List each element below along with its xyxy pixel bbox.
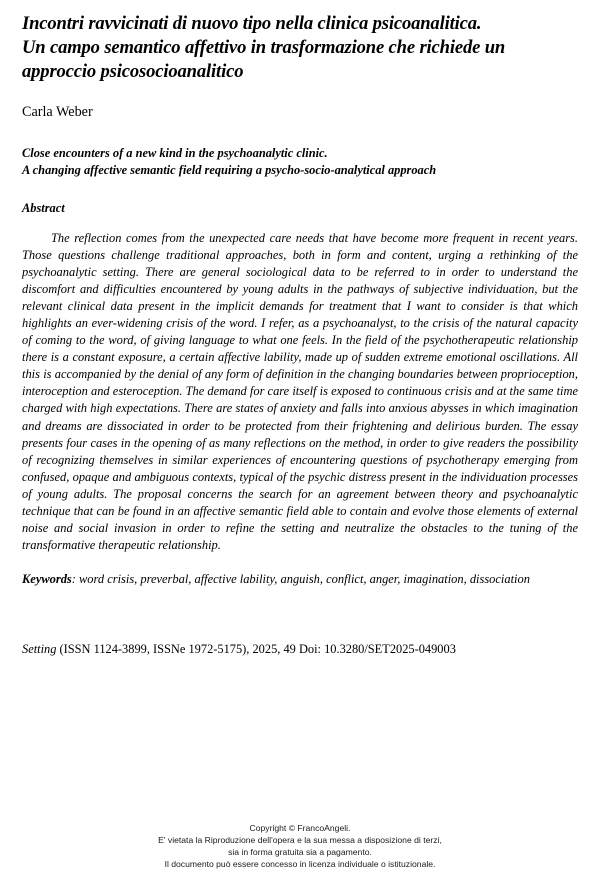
copyright-footer xyxy=(0,822,600,870)
subtitle-line-1: Close encounters of a new kind in the psychoanalytic clinic. xyxy=(22,146,328,160)
abstract-heading: Abstract xyxy=(22,201,65,215)
document-content xyxy=(22,0,578,658)
keywords-section xyxy=(22,571,578,588)
subtitle-line-2: A changing affective semantic field requiring a psycho-socio-analytical approach xyxy=(22,163,437,177)
journal-name: Setting xyxy=(22,641,57,656)
footer-line-1: Copyright © FrancoAngeli. xyxy=(249,823,351,833)
journal-citation xyxy=(22,641,578,658)
abstract-body: The reflection comes from the unexpected care needs that have become more frequent in recent years. Those questions challenge traditional approaches, both in form and content, urging a rethinking of the psychoanalytic setting. There are general sociological data to be referred to in order to understand the discomfort and difficulties encountered by young adults in the pathways of subjective individuation, but the relevant clinical data present in the implicit demands for treatment that I want to consider is that which highlights an ever-widening crisis of the word. I refer, as a psychoanalyst, to the crisis of the natural capacity of coming to the word, of giving language to what one feels. In the field of the psychotherapeutic relationship there is a constant exposure, a certain affective lability, made up of sudden extreme emotional oscillations. All this is accompanied by the denial of any form of definition in the changing boundaries between proprioception, interoception and esteroception. The demand for care itself is exposed to continuous crisis and at the same time charged with high expectations. There are states of anxiety and falls into anxious abysses in which imagination and dreams are dissociated in order to be protected from their frightening and delirious burden. The essay presents four cases in the opening of as many reflections on the method, in order to give readers the possibility of recognizing themselves in similar experiences of encountering questions of psychotherapy emerging from confused, opaque and ambiguous contexts, typical of the psychic distress present in the individuation processes of young adults. The proposal concerns the search for an agreement between theory and psychoanalytic technique that can be found in an affective semantic field able to contain and evolve those elements of external noise and social invasion in order to refine the setting and neutralize the obstacles to the tuning of the transformative therapeutic relationship. xyxy=(22,231,578,552)
english-subtitle xyxy=(22,145,578,179)
author-name: Carla Weber xyxy=(22,104,93,120)
citation-details: (ISSN 1124-3899, ISSNe 1972-5175), 2025, 49 Doi: 10.3280/SET2025-049003 xyxy=(56,641,456,656)
keywords-label: Keywords xyxy=(22,571,72,586)
title-line-2: Un campo semantico affettivo in trasformazione che richiede un approccio psicosocioanalitico xyxy=(22,37,510,82)
title-line-1: Incontri ravvicinati di nuovo tipo nella clinica psicoanalitica. xyxy=(22,13,482,34)
footer-line-4: Il documento può essere concesso in licenza individuale o istituzionale. xyxy=(164,859,436,870)
footer-line-2: E' vietata la Riproduzione dell'opera e la sua messa a disposizione di terzi, xyxy=(158,835,442,846)
footer-line-3: sia in forma gratuita sia a pagamento. xyxy=(228,847,372,858)
keywords-list: : word crisis, preverbal, affective lability, anguish, conflict, anger, imagination, dissociation xyxy=(71,571,530,586)
page-title xyxy=(22,0,578,84)
